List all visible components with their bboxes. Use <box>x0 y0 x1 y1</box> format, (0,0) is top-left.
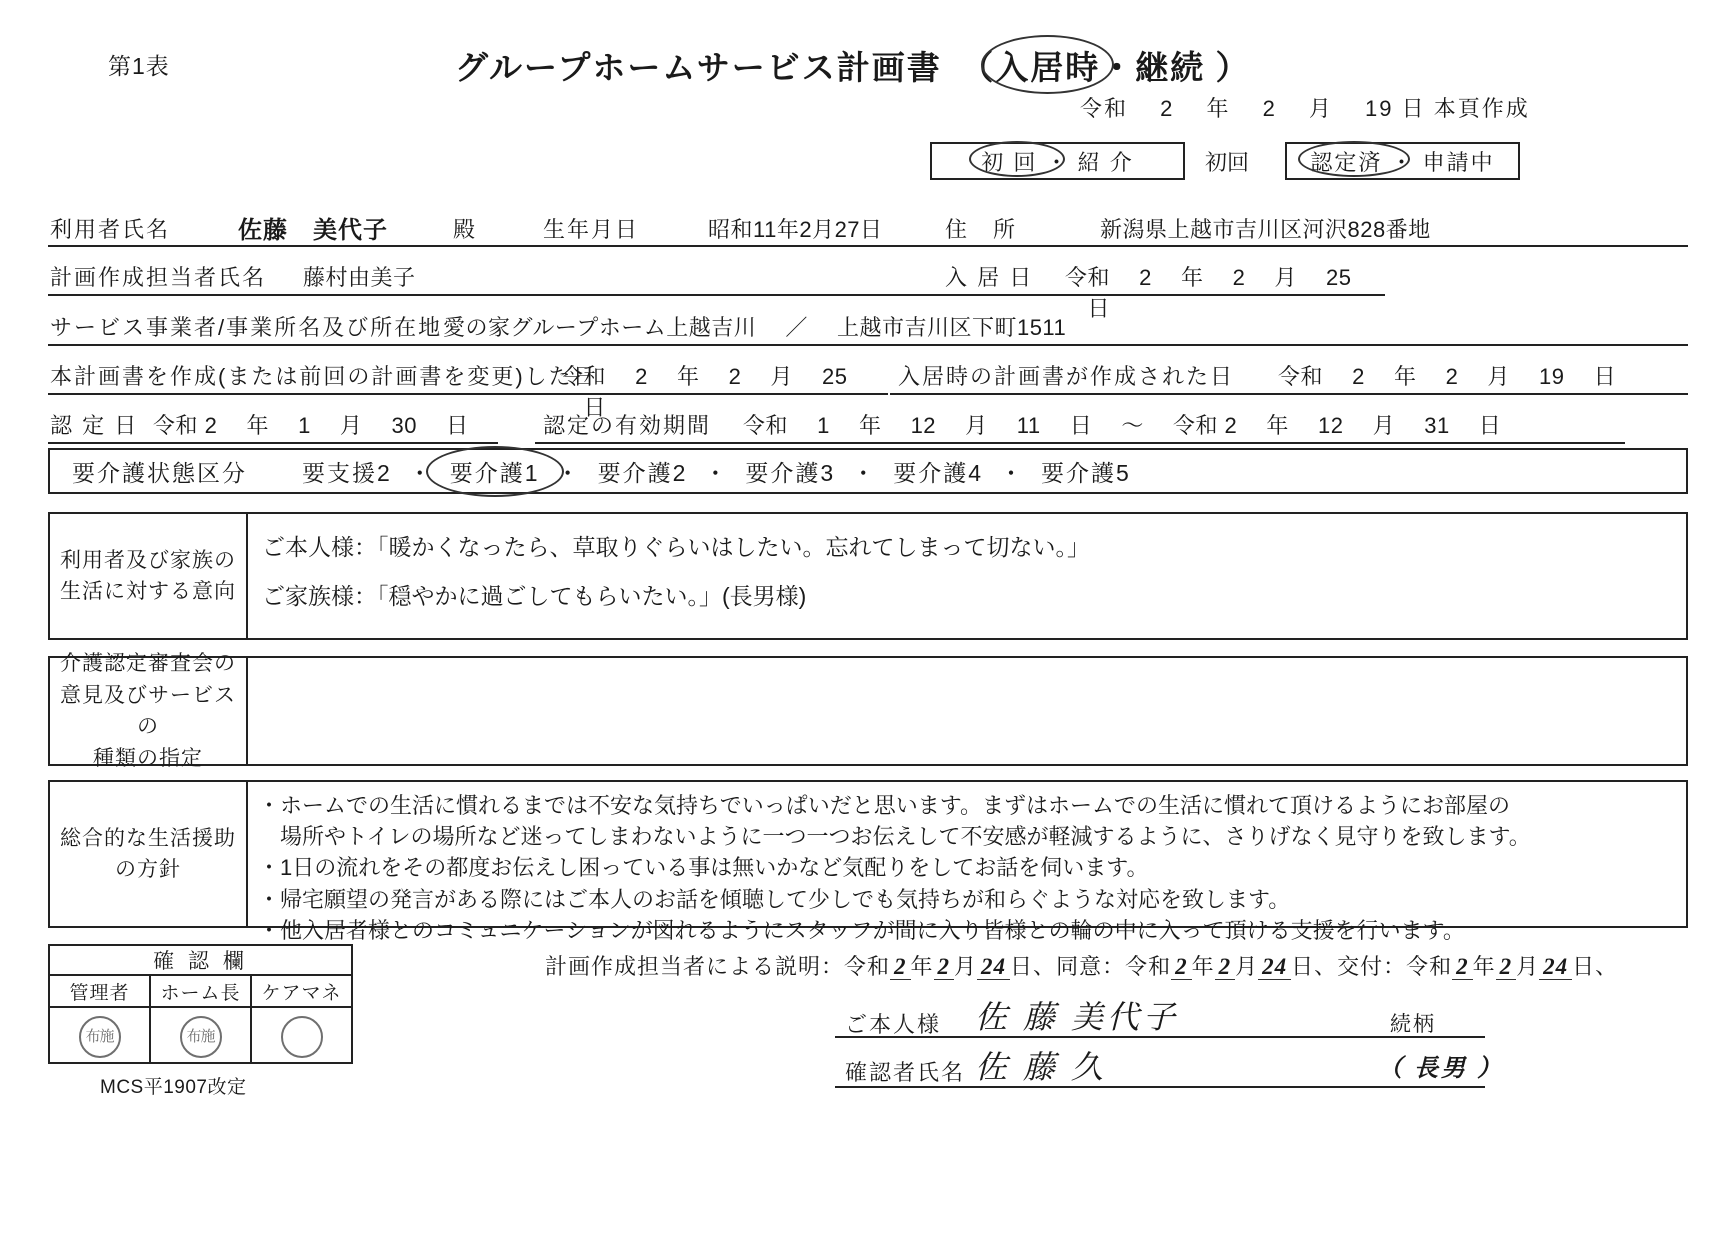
judgement-table-header: 介護認定審査会の 意見及びサービスの 種類の指定 <box>50 658 248 764</box>
planner-value: 藤村由美子 <box>303 265 416 290</box>
provider-row <box>48 302 1688 346</box>
care-level-label: 要介護状態区分 <box>72 459 247 486</box>
cert-date-row <box>48 400 498 444</box>
planner-row <box>48 252 938 296</box>
policy-line: 場所やトイレの場所など迷ってしまわないように一つ一つお伝えして不安感が軽減するように、さりげなく見守りを致します。 <box>258 824 1531 850</box>
created-date-label: 本計画書を作成(または前回の計画書を変更)した日 <box>50 364 597 389</box>
signature-confirmer-underline <box>835 1086 1485 1088</box>
first-visit-status-box[interactable] <box>930 142 1185 180</box>
deliver-year: 2 <box>1452 954 1473 980</box>
policy-line: ・帰宅願望の発言がある際にはご本人のお話を傾聴して少しでも気持ちが和らぐような対応を致します。 <box>258 886 1291 912</box>
policy-line: ・1日の流れをその都度お伝えし困っている事は無いかなど気配りをしてお話を伺います。 <box>258 855 1149 881</box>
care-level-option-4[interactable]: 要介護4 <box>893 459 983 486</box>
care-level-option-1[interactable]: 要介護1 <box>450 455 540 488</box>
relationship-value: （ 長男 ） <box>1378 1056 1504 1082</box>
agree-year: 2 <box>1171 954 1192 980</box>
care-level-sep-4: ・ <box>999 459 1025 486</box>
policy-table <box>48 780 1688 943</box>
address-row <box>935 205 1688 247</box>
user-name-label: 利用者氏名 <box>50 217 171 242</box>
judgement-table <box>48 652 1688 770</box>
confirm-col-label: ケアマネ <box>252 976 351 1008</box>
confirmation-columns <box>50 976 351 1064</box>
intent-table-header: 利用者及び家族の 生活に対する意向 <box>50 514 248 638</box>
made-date: 令和 2 年 2 月 19 日 本頁作成 <box>1080 96 1530 121</box>
valid-period-label: 認定の有効期間 <box>543 413 712 438</box>
user-name-suffix: 殿 <box>453 217 478 242</box>
explanation-dates-line: 計画作成担当者による説明：令和 2 年 2 月 24 日、同意：令和 2 年 2 月 24 日、交付：令和 2 年 2 月 24 日、 <box>545 954 1619 979</box>
seal-stamp-icon <box>281 1016 323 1058</box>
seal-stamp-icon: 布施 <box>79 1016 121 1058</box>
provider-value: 愛の家グループホーム上越吉川 ／ 上越市吉川区下町1511 <box>443 315 1067 340</box>
intent-table <box>48 512 1688 640</box>
confirmation-title: 確 認 欄 <box>50 946 351 976</box>
policy-table-header: 総合的な生活援助 の方針 <box>50 782 248 926</box>
form-number: 第1表 <box>108 53 170 79</box>
care-level-option-0[interactable]: 要支援2 <box>302 459 392 486</box>
movein-value: 令和 2 年 2 月 25 日 <box>1065 265 1352 321</box>
agree-day: 24 <box>1258 954 1291 980</box>
explain-prefix: 計画作成担当者による説明：令和 <box>545 954 891 979</box>
confirm-col-label: 管理者 <box>50 976 149 1008</box>
movein-label: 入 居 日 <box>945 265 1034 290</box>
movein-row <box>935 252 1385 321</box>
confirm-col-label: ホーム長 <box>151 976 250 1008</box>
confirm-col-home-chief <box>151 976 252 1064</box>
first-visit-label: 初回 <box>1205 150 1250 175</box>
provider-label: サービス事業者/事業所名及び所在地 <box>50 315 443 340</box>
care-level-sep-3: ・ <box>851 459 877 486</box>
initial-plan-date-row <box>890 351 1688 395</box>
certification-status-box[interactable] <box>1285 142 1520 180</box>
care-level-sep-2: ・ <box>703 459 729 486</box>
deliver-day: 24 <box>1539 954 1572 980</box>
relationship-label: 続柄 <box>1390 1013 1436 1036</box>
title-circled-wrap <box>995 42 1100 89</box>
explain-month: 2 <box>934 954 955 980</box>
title-circled-text: 入居時 <box>995 51 1101 87</box>
address-value: 新潟県上越市吉川区河沢828番地 <box>1100 217 1431 242</box>
signature-confirmer-value: 佐 藤 久 <box>975 1049 1108 1085</box>
confirm-col-care-manager <box>252 976 351 1064</box>
signature-confirmer-label: 確認者氏名 <box>845 1060 966 1085</box>
cert-date-value: 令和 2 年 1 月 30 日 <box>153 413 469 438</box>
signature-self-underline <box>835 1036 1485 1038</box>
intent-line: ご家族様：「穏やかに過ごしてもらいたい。」(長男様) <box>262 583 807 610</box>
title-text-post: 継続 ） <box>1135 51 1251 87</box>
planner-label: 計画作成担当者氏名 <box>50 265 267 290</box>
care-level-option-5[interactable]: 要介護5 <box>1040 459 1131 486</box>
user-name-value: 佐藤 美代子 <box>238 217 388 244</box>
page-title <box>455 42 1250 89</box>
certification-status-text: 認定済 ・ 申請中 <box>1310 146 1494 177</box>
care-level-row <box>48 448 1688 494</box>
mcs-code: MCS平1907改定 <box>100 1077 247 1098</box>
valid-period-row <box>535 400 1625 444</box>
first-visit-status-text: 初 回 ・ 紹 介 <box>981 146 1133 177</box>
intent-line: ご本人様：「暖かくなったら、草取りぐらいはしたい。忘れてしまって切ない。」 <box>262 534 1090 560</box>
initial-plan-date-label: 入居時の計画書が作成された日 <box>898 364 1235 389</box>
confirmation-box <box>48 944 353 1064</box>
judgement-table-body <box>248 658 1686 764</box>
user-name-row <box>48 205 938 247</box>
birthdate-label: 生年月日 <box>543 217 640 242</box>
explain-year: 2 <box>890 954 911 980</box>
policy-line: ・他入居者様とのコミュニケーションが図れるようにスタッフが間に入り皆様との輪の中に入って頂ける支援を行います。 <box>258 917 1465 943</box>
agree-month: 2 <box>1215 954 1236 980</box>
title-text-pre: グループホームサービス計画書 （ <box>455 51 996 87</box>
signature-self-label: ご本人様 <box>845 1012 942 1037</box>
care-level-sep-0: ・ <box>408 459 434 486</box>
valid-period-value: 令和 1 年 12 月 11 日 ～ 令和 2 年 12 月 31 日 <box>743 413 1502 438</box>
intent-table-body <box>248 514 1686 638</box>
deliver-prefix: 交付：令和 <box>1337 954 1453 979</box>
signature-self-value: 佐 藤 美代子 <box>975 999 1180 1035</box>
policy-table-body <box>248 782 1686 943</box>
initial-plan-date-value: 令和 2 年 2 月 19 日 <box>1278 364 1617 389</box>
seal-stamp-icon: 布施 <box>180 1016 222 1058</box>
care-level-sep-1: ・ <box>556 459 582 486</box>
care-level-option-2[interactable]: 要介護2 <box>597 459 688 486</box>
created-date-value: 令和 2 年 2 月 25 日 <box>561 364 848 420</box>
explain-day: 24 <box>977 954 1010 980</box>
agree-prefix: 同意：令和 <box>1056 954 1172 979</box>
policy-line: ・ホームでの生活に慣れるまでは不安な気持ちでいっぱいだと思います。まずはホームでの生活に慣れて頂けるようにお部屋の <box>258 793 1511 818</box>
created-date-row <box>48 351 888 420</box>
care-level-option-3[interactable]: 要介護3 <box>745 459 836 486</box>
cert-date-label: 認 定 日 <box>50 413 139 438</box>
confirm-col-manager <box>50 976 151 1064</box>
deliver-month: 2 <box>1496 954 1517 980</box>
birthdate-value: 昭和11年2月27日 <box>708 217 883 242</box>
address-label: 住 所 <box>945 217 1018 242</box>
title-text-mid: ・ <box>1100 51 1136 87</box>
